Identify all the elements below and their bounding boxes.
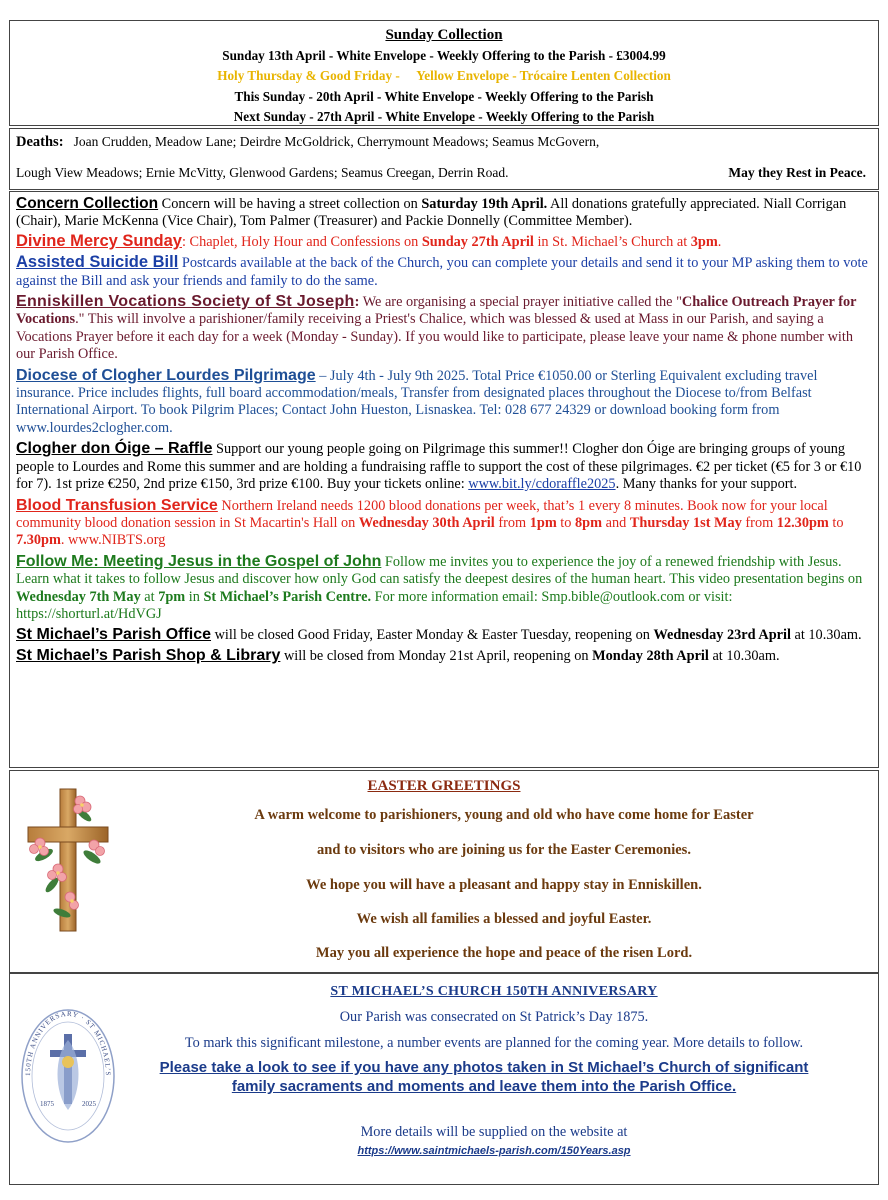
seal-text: 150TH ANNIVERSARY · ST MICHAEL’S	[23, 1009, 113, 1077]
mercy-text-1: : Chaplet, Holy Hour and Confessions on	[181, 233, 422, 250]
deaths-row-2	[16, 165, 866, 181]
deaths-box	[9, 128, 879, 190]
follow-time: 7pm	[158, 588, 186, 605]
vocations-colon: :	[354, 294, 360, 311]
concern-title: Concern Collection	[16, 195, 159, 212]
easter-line-5: May you all experience the hope and peace of the risen Lord.	[315, 945, 693, 961]
divine-mercy-title: Divine Mercy Sunday	[16, 231, 182, 250]
parish-office-title: St Michael’s Parish Office	[16, 626, 212, 644]
raffle-title: Clogher don Óige – Raffle	[16, 440, 213, 458]
easter-line-3: We hope you will have a pleasant and happy stay in Enniskillen.	[306, 877, 702, 893]
easter-title: EASTER GREETINGS	[367, 778, 521, 794]
office-text-1: will be closed Good Friday, Easter Monday & Easter Tuesday, reopening on	[211, 627, 654, 644]
seal-year-start: 1875	[40, 1100, 54, 1108]
easter-line-4: We wish all families a blessed and joyful Easter.	[356, 911, 652, 927]
deaths-names-1: Joan Crudden, Meadow Lane; Deirdre McGoldrick, Cherrymount Meadows; Seamus McGovern,	[73, 134, 600, 149]
blood-title: Blood Transfusion Service	[16, 496, 218, 514]
shop-date: Monday 28th April	[592, 647, 709, 664]
assisted-suicide-notice	[16, 254, 872, 290]
follow-text-3: in	[185, 588, 204, 605]
parish-office-notice	[16, 626, 872, 644]
blood-date-2: Thursday 1st May	[629, 514, 742, 531]
concern-text-2: All donations gratefully appreciated. Niall Corrigan (Chair), Marie McKenna (Vice Chair), Tom Palmer (Treasurer) and Packie Donnelly (Committee Member).	[16, 196, 847, 230]
notices-box	[9, 191, 879, 768]
vocations-text-1: We are organising a special prayer initiative called the "	[359, 294, 682, 311]
sunday-collection-box	[9, 20, 879, 126]
concern-date: Saturday 19th April.	[421, 196, 548, 212]
rest-in-peace: May they Rest in Peace.	[728, 165, 866, 180]
easter-line-1: A warm welcome to parishioners, young and old who have come home for Easter	[254, 807, 754, 823]
follow-date: Wednesday 7th May	[16, 588, 141, 605]
parish-shop-title: St Michael’s Parish Shop & Library	[16, 646, 281, 664]
anniversary-more-details: More details will be supplied on the website at	[360, 1124, 628, 1140]
blood-time-4: 7.30pm	[16, 532, 61, 549]
anniversary-box	[9, 973, 879, 1185]
anniversary-website-link[interactable]: https://www.saintmichaels-parish.com/150Years.asp	[357, 1145, 631, 1157]
blood-time-2: 8pm	[575, 514, 603, 531]
lourdes-notice	[16, 367, 872, 438]
follow-venue: St Michael’s Parish Centre.	[203, 588, 372, 605]
collection-line-2a: Holy Thursday & Good Friday -	[217, 68, 400, 83]
anniversary-line-1: Our Parish was consecrated on St Patrick’s Day 1875.	[339, 1009, 649, 1025]
deaths-label: Deaths:	[16, 134, 64, 150]
follow-text-2: at	[140, 588, 159, 605]
blood-time-1: 1pm	[529, 514, 557, 531]
deaths-names-2: Lough View Meadows; Ernie McVitty, Glenwood Gardens; Seamus Creegan, Derrin Road.	[16, 165, 509, 180]
concern-notice	[16, 195, 872, 231]
follow-me-notice	[16, 553, 872, 624]
blood-text-1: Northern Ireland needs 1200 blood donations per week, that’s 1 every 8 minutes. Book now for your local community blood donation session in St Macartin's Hall on	[16, 497, 828, 531]
parish-shop-notice	[16, 647, 872, 665]
collection-line-2	[10, 66, 878, 87]
blood-text-7: . www.NIBTS.org	[60, 532, 166, 549]
anniversary-seal-logo	[18, 1006, 118, 1146]
anniversary-title: ST MICHAEL’S CHURCH 150TH ANNIVERSARY	[330, 984, 658, 999]
raffle-link[interactable]: www.bit.ly/cdoraffle2025	[468, 476, 616, 493]
follow-me-title: Follow Me: Meeting Jesus in the Gospel of John	[16, 552, 382, 570]
blood-date-1: Wednesday 30th April	[358, 514, 495, 531]
easter-cross-image	[22, 785, 114, 935]
anniversary-photos-request: Please take a look to see if you have any photos taken in St Michael’s Church of significant family sacraments and moments and leave them into the Parish Office.	[159, 1059, 809, 1095]
blood-text-6: to	[828, 514, 844, 531]
mercy-date: Sunday 27th April	[421, 233, 534, 250]
collection-line-3: This Sunday - 20th April - White Envelope - Weekly Offering to the Parish	[234, 88, 654, 104]
easter-greetings-box	[9, 770, 879, 973]
seal-year-end: 2025	[82, 1100, 96, 1108]
lourdes-title: Diocese of Clogher Lourdes Pilgrimage	[16, 366, 316, 384]
raffle-text-2: . Many thanks for your support.	[615, 476, 798, 493]
collection-line-4: Next Sunday - 27th April - White Envelope - Weekly Offering to the Parish	[233, 109, 655, 124]
assisted-suicide-title: Assisted Suicide Bill	[16, 253, 179, 272]
shop-text-1: will be closed from Monday 21st April, reopening on	[280, 647, 593, 664]
office-text-2: at 10.30am.	[790, 627, 862, 644]
blood-text-3: to	[556, 514, 576, 531]
raffle-text-1: Support our young people going on Pilgrimage this summer!! Clogher don Óige are bringing groups of young people to Lourdes and Rome this summer and are holding a fundraising raffle to support the cost of these pilgrimages. €2 per ticket (€5 for 3 or €10 for 7). 1st prize €250, 2nd prize €150, 3rd prize €100. Buy your tickets online:	[16, 441, 862, 493]
lourdes-text: – July 4th - July 9th 2025. Total Price €1050.00 or Sterling Equivalent excluding travel insurance. Price includes flights, full board accommodation/meals, Transfer from designated places throughout the Diocese to/from Belfast International Airport. To book Pilgrim Places; Contact John Hueston, Lisnaskea. Tel: 028 677 24329 or download booking form from www.lourdes2clogher.com.	[16, 367, 818, 436]
anniversary-line-2: To mark this significant milestone, a number events are planned for the coming year. More details to follow.	[184, 1035, 804, 1051]
follow-text-1: Follow me invites you to experience the joy of a renewed friendship with Jesus. Learn what it takes to follow Jesus and discover how only God can satisfy the deepest desires of the human heart. This video presentation begins on	[16, 553, 863, 588]
divine-mercy-notice	[16, 233, 872, 251]
vocations-text-2: ." This will involve a parishioner/family receiving a Priest's Chalice, which was blessed & used at Mass in our Parish, and saying a Vocations Prayer before it each day for a week (Monday - Sunday). If you would like to participate, please leave your name & phone number with our Parish Office.	[16, 311, 854, 363]
mercy-time: 3pm	[690, 233, 718, 250]
vocations-initiative: Chalice Outreach Prayer for Vocations	[16, 294, 857, 328]
follow-text-4: For more information email: Smp.bible@outlook.com or visit: https://shorturl.at/HdVGJ	[16, 588, 733, 622]
raffle-notice	[16, 440, 872, 493]
mercy-text-3: .	[717, 233, 722, 250]
blood-text-5: from	[741, 514, 777, 531]
collection-line-1: Sunday 13th April - White Envelope - Weekly Offering to the Parish - £3004.99	[222, 47, 666, 63]
blood-text-2: from	[494, 514, 530, 531]
blood-time-3: 12.30pm	[776, 514, 829, 531]
shop-text-2: at 10.30am.	[708, 647, 780, 664]
office-date: Wednesday 23rd April	[653, 627, 791, 644]
blood-text-4: and	[602, 514, 630, 531]
vocations-title: Enniskillen Vocations Society of St Joseph	[16, 293, 355, 311]
collection-line-2b: Yellow Envelope - Trócaire Lenten Collection	[416, 68, 671, 83]
vocations-notice	[16, 293, 872, 364]
mercy-text-2: in St. Michael’s Church at	[533, 233, 691, 250]
easter-line-2: and to visitors who are joining us for the Easter Ceremonies.	[317, 842, 691, 858]
blood-notice	[16, 497, 872, 550]
concern-text-1: Concern will be having a street collection on	[158, 196, 422, 212]
suicide-text: Postcards available at the back of the Church, you can complete your details and send it to your MP asking them to vote against the Bill and ask your friends and family to do the same.	[16, 255, 868, 289]
deaths-row-1	[16, 134, 599, 151]
collection-title: Sunday Collection	[385, 27, 503, 43]
